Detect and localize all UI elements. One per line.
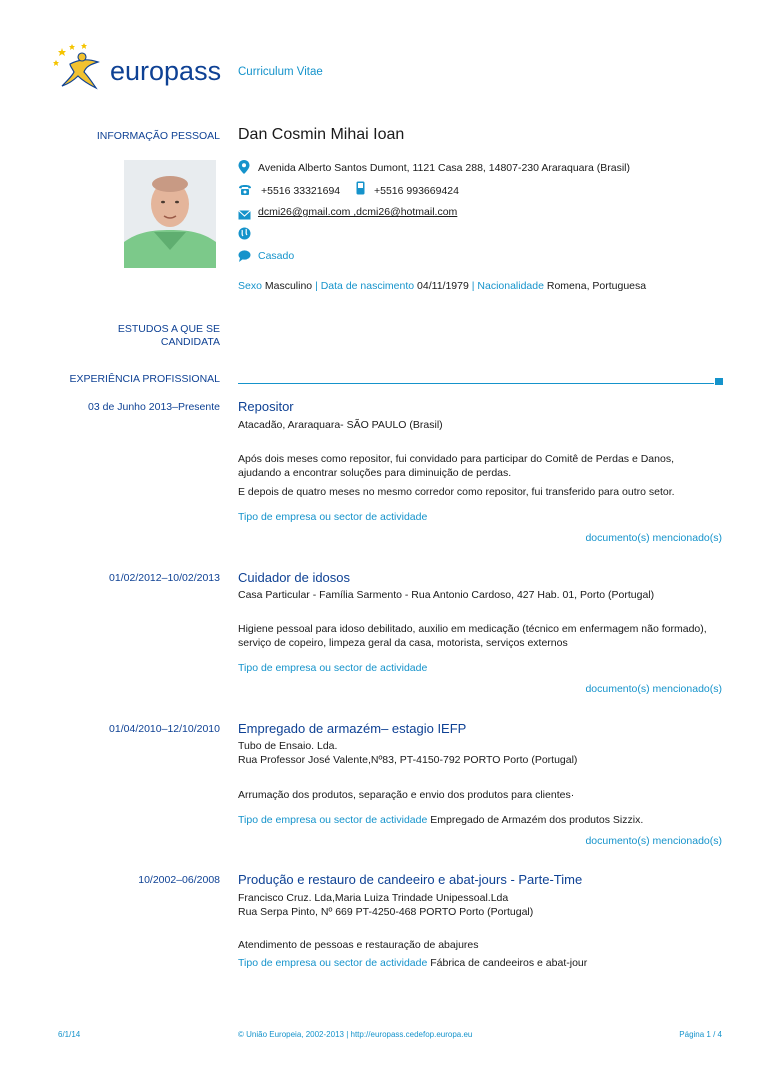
entry-employer: Atacadão, Araraquara- SÃO PAULO (Brasil) — [238, 419, 443, 431]
entry-employer-address: Rua Professor José Valente,Nº83, PT-4150-792 PORTO Porto (Portugal) — [238, 754, 578, 766]
sex-value: Masculino — [264, 280, 313, 292]
entry-date: 01/02/2012–10/02/2013 — [109, 572, 220, 584]
entry-business-type — [238, 956, 587, 970]
birth-value: 04/11/1979 — [417, 280, 469, 292]
entry-title: Produção e restauro de candeeiro e abat-jours - Parte-Time — [238, 872, 583, 887]
section-divider-marker — [715, 378, 723, 385]
entry-date: 01/04/2010–12/10/2010 — [109, 723, 220, 735]
footer-page-number: Página 1 / 4 — [679, 1030, 722, 1039]
entry-description: Arrumação dos produtos, separação e envio dos produtos para clientes· — [238, 789, 575, 801]
entry-description: Após dois meses como repositor, fui convidado para participar do Comitê de Perdas e Danos, ajudando a encontrar soluções para diminuição de perdas. — [238, 453, 674, 479]
entry-date: 10/2002–06/2008 — [138, 874, 220, 886]
entry-employer: Tubo de Ensaio. Lda. — [238, 740, 338, 752]
mobile-phone-icon — [356, 181, 365, 200]
europass-logo — [52, 42, 222, 94]
address: Avenida Alberto Santos Dumont, 1121 Casa 288, 14807-230 Araraquara (Brasil) — [258, 162, 631, 174]
footer-copyright[interactable]: © União Europeia, 2002-2013 | http://europass.cedefop.europa.eu — [238, 1030, 473, 1039]
phone-icon — [238, 183, 250, 195]
entry-business-type — [238, 510, 427, 524]
business-type-label: Tipo de empresa ou sector de actividade — [238, 957, 428, 969]
location-pin-icon — [238, 160, 250, 172]
section-label-experience: EXPERIÊNCIA PROFISSIONAL — [69, 373, 220, 385]
separator: | — [471, 280, 475, 292]
section-divider — [238, 383, 714, 384]
civil-status: Casado — [258, 250, 295, 262]
entry-title: Empregado de armazém– estagio IEFP — [238, 721, 467, 736]
birth-label: Data de nascimento — [320, 280, 415, 292]
europass-star-figure-icon — [52, 42, 112, 94]
documents-link[interactable]: documento(s) mencionado(s) — [585, 835, 722, 847]
section-label-studies: ESTUDOS A QUE SE CANDIDATA — [117, 323, 220, 348]
logo-text: europass — [110, 56, 222, 86]
business-type-label: Tipo de empresa ou sector de actividade — [238, 814, 428, 826]
entry-description: Atendimento de pessoas e restauração de abajures — [238, 939, 479, 951]
nationality-label: Nacionalidade — [477, 280, 544, 292]
personal-details-line — [238, 279, 646, 293]
website-icon — [238, 227, 250, 239]
sex-label: Sexo — [238, 280, 262, 292]
section-label-personal: INFORMAÇÃO PESSOAL — [96, 130, 220, 142]
entry-description: Higiene pessoal para idoso debilitado, auxilio em medicação (técnico em enfermagem não formado), serviço de copeiro, limpeza geral da casa, motorista, serviços externos — [238, 623, 707, 649]
entry-business-type — [238, 661, 427, 675]
footer-date: 6/1/14 — [58, 1030, 81, 1039]
entry-description: E depois de quatro meses no mesmo corredor como repositor, fui transferido para outro setor. — [238, 486, 675, 498]
separator: | — [315, 280, 318, 292]
entry-title: Cuidador de idosos — [238, 570, 351, 585]
email-address[interactable]: dcmi26@gmail.com ,dcmi26@hotmail.com — [258, 206, 458, 218]
entry-employer: Francisco Cruz. Lda,Maria Luiza Trindade Unipessoal.Lda — [238, 892, 509, 904]
business-type-value: Empregado de Armazém dos produtos Sizzix. — [430, 814, 644, 826]
nationality-value: Romena, Portuguesa — [546, 280, 647, 292]
chat-bubble-icon — [238, 249, 250, 261]
entry-business-type — [238, 813, 643, 827]
business-type-label: Tipo de empresa ou sector de actividade — [238, 511, 428, 523]
business-type-value: Fábrica de candeeiros e abat-jour — [430, 957, 588, 969]
entry-employer-address: Rua Serpa Pinto, Nº 669 PT-4250-468 PORTO Porto (Portugal) — [238, 906, 534, 918]
entry-title: Repositor — [238, 399, 294, 414]
full-name: Dan Cosmin Mihai Ioan — [238, 126, 405, 143]
email-icon — [238, 207, 250, 219]
entry-employer: Casa Particular - Família Sarmento - Rua Antonio Cardoso, 427 Hab. 01, Porto (Portugal) — [238, 589, 655, 601]
phone-mobile: +5516 993669424 — [374, 185, 459, 197]
email-links[interactable] — [258, 205, 457, 219]
entry-date: 03 de Junho 2013–Presente — [88, 401, 220, 413]
doc-title: Curriculum Vitae — [238, 66, 323, 78]
documents-link[interactable]: documento(s) mencionado(s) — [585, 683, 722, 695]
documents-link[interactable]: documento(s) mencionado(s) — [585, 532, 722, 544]
business-type-label: Tipo de empresa ou sector de actividade — [238, 662, 428, 674]
phone-landline: +5516 33321694 — [261, 185, 341, 197]
profile-photo — [124, 160, 216, 268]
